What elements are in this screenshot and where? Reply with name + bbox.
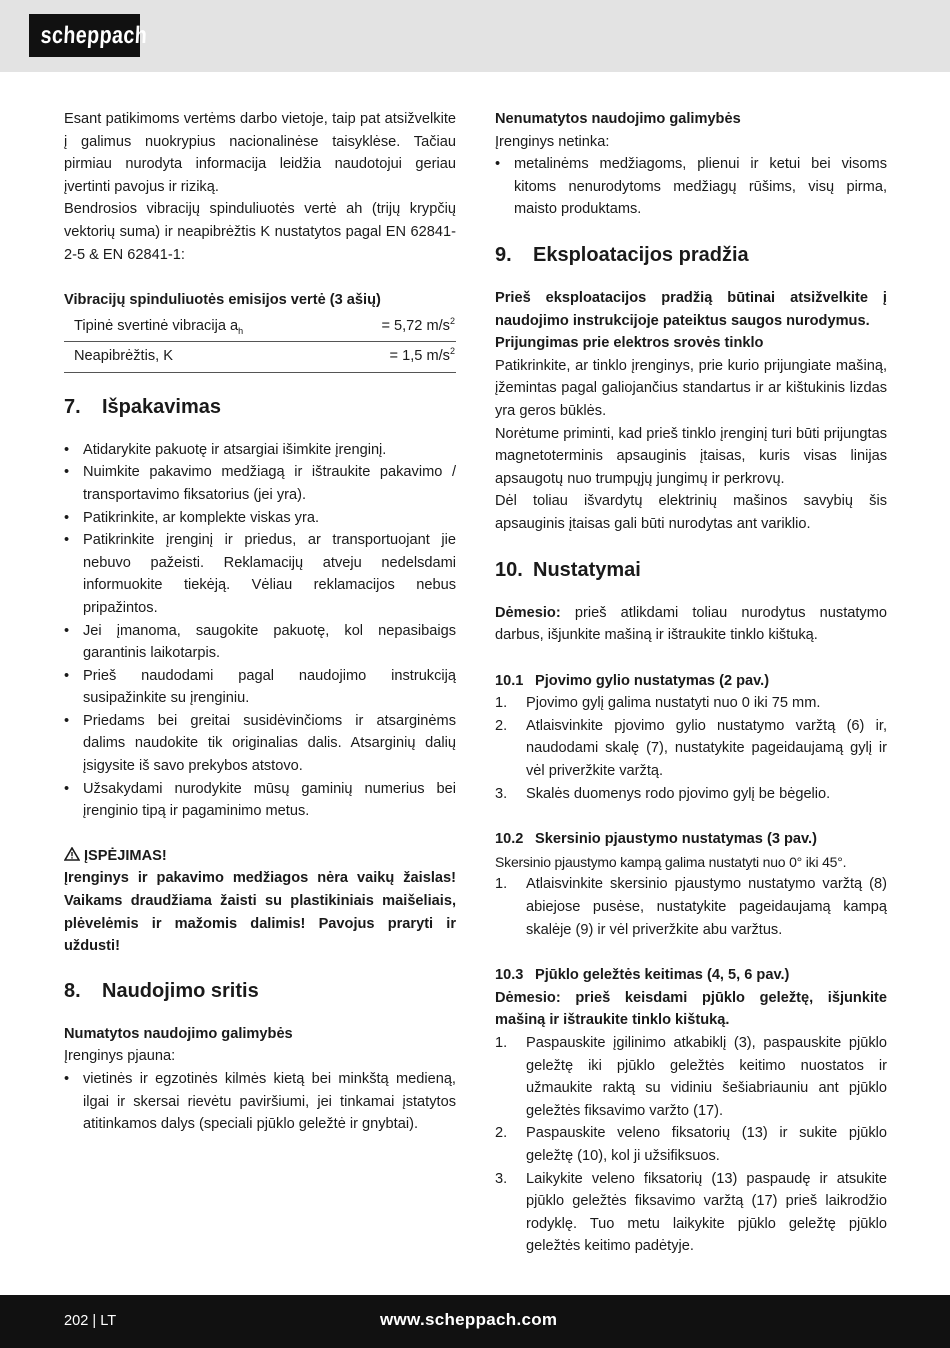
list-item: 2. Atlaisvinkite pjovimo gylio nustatymo varžtą (6) ir, naudodami skalę (7), nustatykite pageidaujamą gylį ir vėl priveržkite varžtą. <box>495 717 887 780</box>
right-column <box>495 108 887 1258</box>
mains-paragraph-3: Dėl toliau išvardytų elektrinių mašinos savybių šis apsauginis įtaisas gali būti nurodytas ant variklio. <box>495 493 887 532</box>
intro-paragraph-2: Bendrosios vibracijų spinduliuotės vertė ah (trijų krypčių vektorių suma) ir neapibrėžtis K nustatytos pagal EN 62841-2-5 & EN 62841-1: <box>64 201 456 263</box>
mains-connection-subheading: Prijungimas prie elektros srovės tinklo <box>495 335 764 352</box>
list-item: • Užsakydami nurodykite mūsų gaminių numerius bei įrenginio tipą ir pagaminimo metus. <box>64 778 456 823</box>
list-item: • Nuimkite pakavimo medžiagą ir ištraukite pakavimo / transportavimo fiksatorius (jei yra). <box>64 461 456 506</box>
warning-title: ĮSPĖJIMAS! <box>64 845 456 868</box>
intro-paragraph: Esant patikimoms vertėms darbo vietoje, taip pat atsižvelkite į galimus nuokrypius nacionalinėse taisyklėse. Tačiau pirmiau nurodyta informacija leidžia naudotojui geriau įvertinti pavojus ir riziką. <box>64 111 456 195</box>
section-8-heading: 8. Naudojimo sritis <box>64 979 259 1002</box>
list-item: 3. Skalės duomenys rodo pjovimo gylį be bėgelio. <box>495 785 831 802</box>
page-footer <box>0 1295 950 1348</box>
page-header <box>0 0 950 72</box>
list-item: 3. Laikykite veleno fiksatorių (13) paspaudę ir atsukite pjūklo geležtės fiksavimo varžtą (17) prieš laikrodžio rodyklę. Tuo metu laikykite pjūklo geležtę pjūklo geležtės keitimo padėtyje. <box>495 1170 887 1255</box>
unintended-use-lead: Įrenginys netinka: <box>495 133 610 150</box>
subsection-10-3-heading: 10.3 Pjūklo geležtės keitimas (4, 5, 6 pav.) <box>495 967 790 984</box>
vibration-row-typical-label: Tipinė svertinė vibracija $a_h$ <box>74 317 244 336</box>
list-item: • Priedams bei greitai susidėvinčioms ir atsarginėms dalims naudokite tik originalias dalis. Atsarginių dalių įsigysite iš savo prekybos atstovo. <box>64 710 456 778</box>
intended-use-list <box>64 1068 456 1136</box>
list-item: • metalinėms medžiagoms, plienui ir ketui bei visoms kitoms nenurodytoms medžiagų rūšims, visų pirma, maisto produktams. <box>495 153 887 221</box>
page-number: 202 | LT <box>64 1313 117 1329</box>
mains-paragraph-1: Patikrinkite, ar tinklo įrenginys, prie kurio prijungiate mašiną, įžemintas pagal galiojančius standartus ir ar kištukinis lizdas yra geros būklės. <box>495 357 887 419</box>
website-link[interactable]: www.scheppach.com <box>380 1310 558 1329</box>
vibration-row-typical <box>64 312 456 342</box>
bevel-steps <box>495 873 887 941</box>
intended-use-subheading: Numatytos naudojimo galimybės <box>64 1025 293 1042</box>
vibration-row-uncertainty-label: Neapibrėžtis, K <box>74 348 173 365</box>
section-10-heading: 10. Nustatymai <box>495 558 641 581</box>
bevel-lead: Skersinio pjaustymo kampą galima nustatyti nuo 0° iki 45°. <box>495 853 847 870</box>
section-9-heading: 9. Eksploatacijos pradžia <box>495 243 749 266</box>
list-item: • Jei įmanoma, saugokite pakuotę, kol nepasibaigs garantinis laikotarpis. <box>64 620 456 665</box>
list-item: • Atidarykite pakuotę ir atsargiai išimkite įrenginį. <box>64 439 456 462</box>
list-item: 2. Paspauskite veleno fiksatorių (13) ir sukite pjūklo geležtę (10), kol ji užsifiksuos. <box>495 1125 887 1164</box>
list-item: • vietinės ir egzotinės kilmės kietą bei minkštą medieną, ilgai ir skersai rievėtu paviršiumi, jei tinkamai įstatytos atitinkamos dalys (speciali pjūklo geležtė ir gnybtai). <box>64 1068 456 1136</box>
vibration-row-uncertainty <box>64 342 456 373</box>
startup-safety-note: Prieš eksploatacijos pradžią būtinai atsižvelkite į naudojimo instrukcijoje pateiktus saugos nurodymus. <box>495 289 887 329</box>
blade-change-attention: Dėmesio: prieš keisdami pjūklo geležtę, išjunkite mašiną ir ištraukite tinklo kištuką. <box>495 989 887 1029</box>
mains-paragraph-2: Norėtume priminti, kad prieš tinklo įrenginį turi būti prijungtas magnetoterminis apsauginis įtaisas, kuris visas linijas apsaugotų nuo trumpųjų jungimų ir perkrovų. <box>495 425 887 487</box>
brand-logo <box>29 14 148 57</box>
subsection-10-1-heading: 10.1 Pjovimo gylio nustatymas (2 pav.) <box>495 672 770 689</box>
list-item: • Prieš naudodami pagal naudojimo instrukciją susipažinkite su įrenginiu. <box>64 665 456 710</box>
brand-logo-text: scheppach <box>39 22 148 49</box>
settings-attention: Dėmesio: prieš atlikdami toliau nurodytus nustatymo darbus, išjunkite mašiną ir ištraukite tinklo kištuką. <box>495 604 887 644</box>
vibration-row-uncertainty-value: = 1,5 $m/s^2$ <box>389 346 455 365</box>
unintended-use-list <box>495 153 887 221</box>
intended-use-lead: Įrenginys pjauna: <box>64 1048 176 1065</box>
subsection-10-2-heading: 10.2 Skersinio pjaustymo nustatymas (3 pav.) <box>495 831 817 848</box>
vibration-table <box>64 312 456 373</box>
list-item: 1. Pjovimo gylį galima nustatyti nuo 0 iki 75 mm. <box>495 695 821 712</box>
warning-triangle-icon <box>64 847 80 861</box>
list-item: • Patikrinkite, ar komplekte viskas yra. <box>64 507 456 530</box>
vibration-heading: Vibracijų spinduliuotės emisijos vertė (3 ašių) <box>64 292 381 309</box>
section-7-heading: 7. Išpakavimas <box>64 395 221 418</box>
unintended-use-subheading: Nenumatytos naudojimo galimybės <box>495 111 741 127</box>
vibration-row-typical-value: = 5,72 $m/s^2$ <box>381 316 455 334</box>
cut-depth-steps <box>495 692 887 805</box>
list-item: • Patikrinkite įrenginį ir priedus, ar transportuojant jie nebuvo pažeisti. Reklamacijų atveju nedelsdami informuokite tiekėją. Vėliau reklamacijos nebus pripažintos. <box>64 529 456 619</box>
warning-text: Įrenginys ir pakavimo medžiagos nėra vaikų žaislas! Vaikams draudžiama žaisti su plastikiniais maišeliais, plėvelėmis ir mažomis dalimis! Pavojus praryti ir uždusti! <box>64 870 456 955</box>
unpacking-list <box>64 439 456 823</box>
list-item: 1. Atlaisvinkite skersinio pjaustymo nustatymo varžtą (8) abiejose pusėse, nustatykite pageidaujamą kampą skalėje (9) ir vėl priveržkite abu varžtus. <box>495 876 887 938</box>
blade-change-steps <box>495 1032 887 1258</box>
left-column <box>64 108 456 1136</box>
list-item: 1. Paspauskite įgilinimo atkabiklį (3), paspauskite pjūklo geležtę iki pjūklo geležtės keitimo nuostatos ir užmaukite raktą su vidiniu šešiabriauniu ant pjūklo geležtės fiksavimo varžto (17). <box>495 1035 887 1119</box>
